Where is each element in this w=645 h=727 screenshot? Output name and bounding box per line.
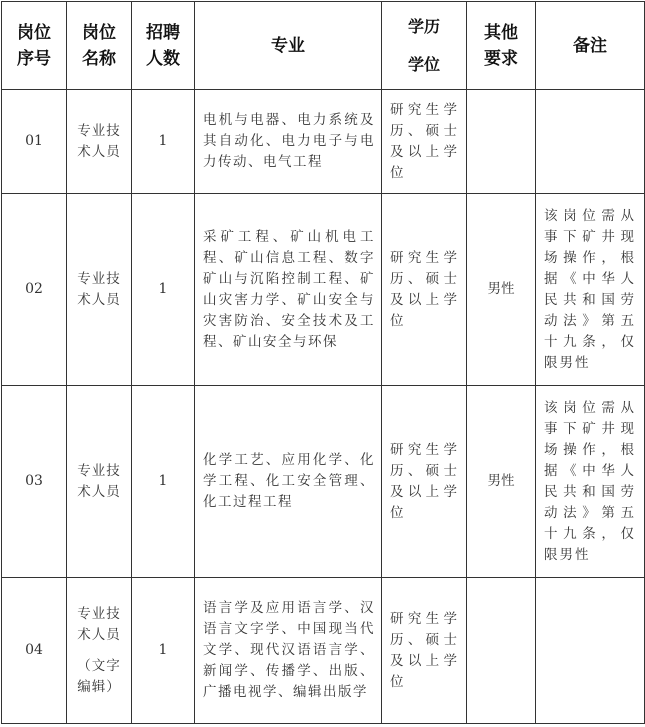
row-name-text: 专业技术人员 — [77, 270, 121, 308]
row-count: 1 — [132, 386, 195, 578]
row-edu: 研究生学历、硕士及以上学位 — [382, 386, 467, 578]
header-count: 招聘 人数 — [132, 2, 195, 90]
row-seq: 04 — [2, 578, 67, 724]
row-count: 1 — [132, 194, 195, 386]
header-note: 备注 — [536, 2, 645, 90]
row-name-text: 专业技术人员 — [77, 605, 121, 643]
row-note: 该岗位需从事下矿井现场操作，根据《中华人民共和国劳动法》第五十九条，仅限男性 — [536, 386, 645, 578]
row-note: 该岗位需从事下矿井现场操作，根据《中华人民共和国劳动法》第五十九条，仅限男性 — [536, 194, 645, 386]
row-major: 采矿工程、矿山机电工程、矿山信息工程、数字矿山与沉陷控制工程、矿山灾害力学、矿山安全与灾害防治、安全技术及工程、矿山安全与环保 — [195, 194, 382, 386]
row-other: 男性 — [467, 194, 536, 386]
row-major: 化学工艺、应用化学、化学工程、化工安全管理、化工过程工程 — [195, 386, 382, 578]
row-name-text: 专业技术人员 — [77, 462, 121, 500]
header-major: 专业 — [195, 2, 382, 90]
row-name — [67, 194, 132, 386]
row-name-text: 专业技术人员 — [77, 122, 121, 160]
row-seq: 02 — [2, 194, 67, 386]
row-name — [67, 386, 132, 578]
row-edu: 研究生学历、硕士及以上学位 — [382, 194, 467, 386]
header-seq: 岗位 序号 — [2, 2, 67, 90]
header-edu: 学历 学位 — [382, 2, 467, 90]
row-other — [467, 578, 536, 724]
row-edu: 研究生学历、硕士及以上学位 — [382, 578, 467, 724]
row-edu: 研究生学历、硕士及以上学位 — [382, 90, 467, 194]
row-other — [467, 90, 536, 194]
row-count: 1 — [132, 578, 195, 724]
recruitment-table — [1, 1, 645, 724]
table-row — [2, 578, 645, 724]
row-count: 1 — [132, 90, 195, 194]
row-name — [67, 90, 132, 194]
row-name-note: （文字编辑） — [77, 657, 121, 695]
row-seq: 03 — [2, 386, 67, 578]
row-other: 男性 — [467, 386, 536, 578]
row-major: 语言学及应用语言学、汉语言文字学、中国现当代文学、现代汉语语言学、新闻学、传播学、出版、广播电视学、编辑出版学 — [195, 578, 382, 724]
header-row — [2, 2, 645, 90]
table-row — [2, 90, 645, 194]
header-other: 其他 要求 — [467, 2, 536, 90]
row-seq: 01 — [2, 90, 67, 194]
row-note — [536, 90, 645, 194]
table-row — [2, 386, 645, 578]
row-name — [67, 578, 132, 724]
table-row — [2, 194, 645, 386]
header-name: 岗位 名称 — [67, 2, 132, 90]
row-note — [536, 578, 645, 724]
row-major: 电机与电器、电力系统及其自动化、电力电子与电力传动、电气工程 — [195, 90, 382, 194]
